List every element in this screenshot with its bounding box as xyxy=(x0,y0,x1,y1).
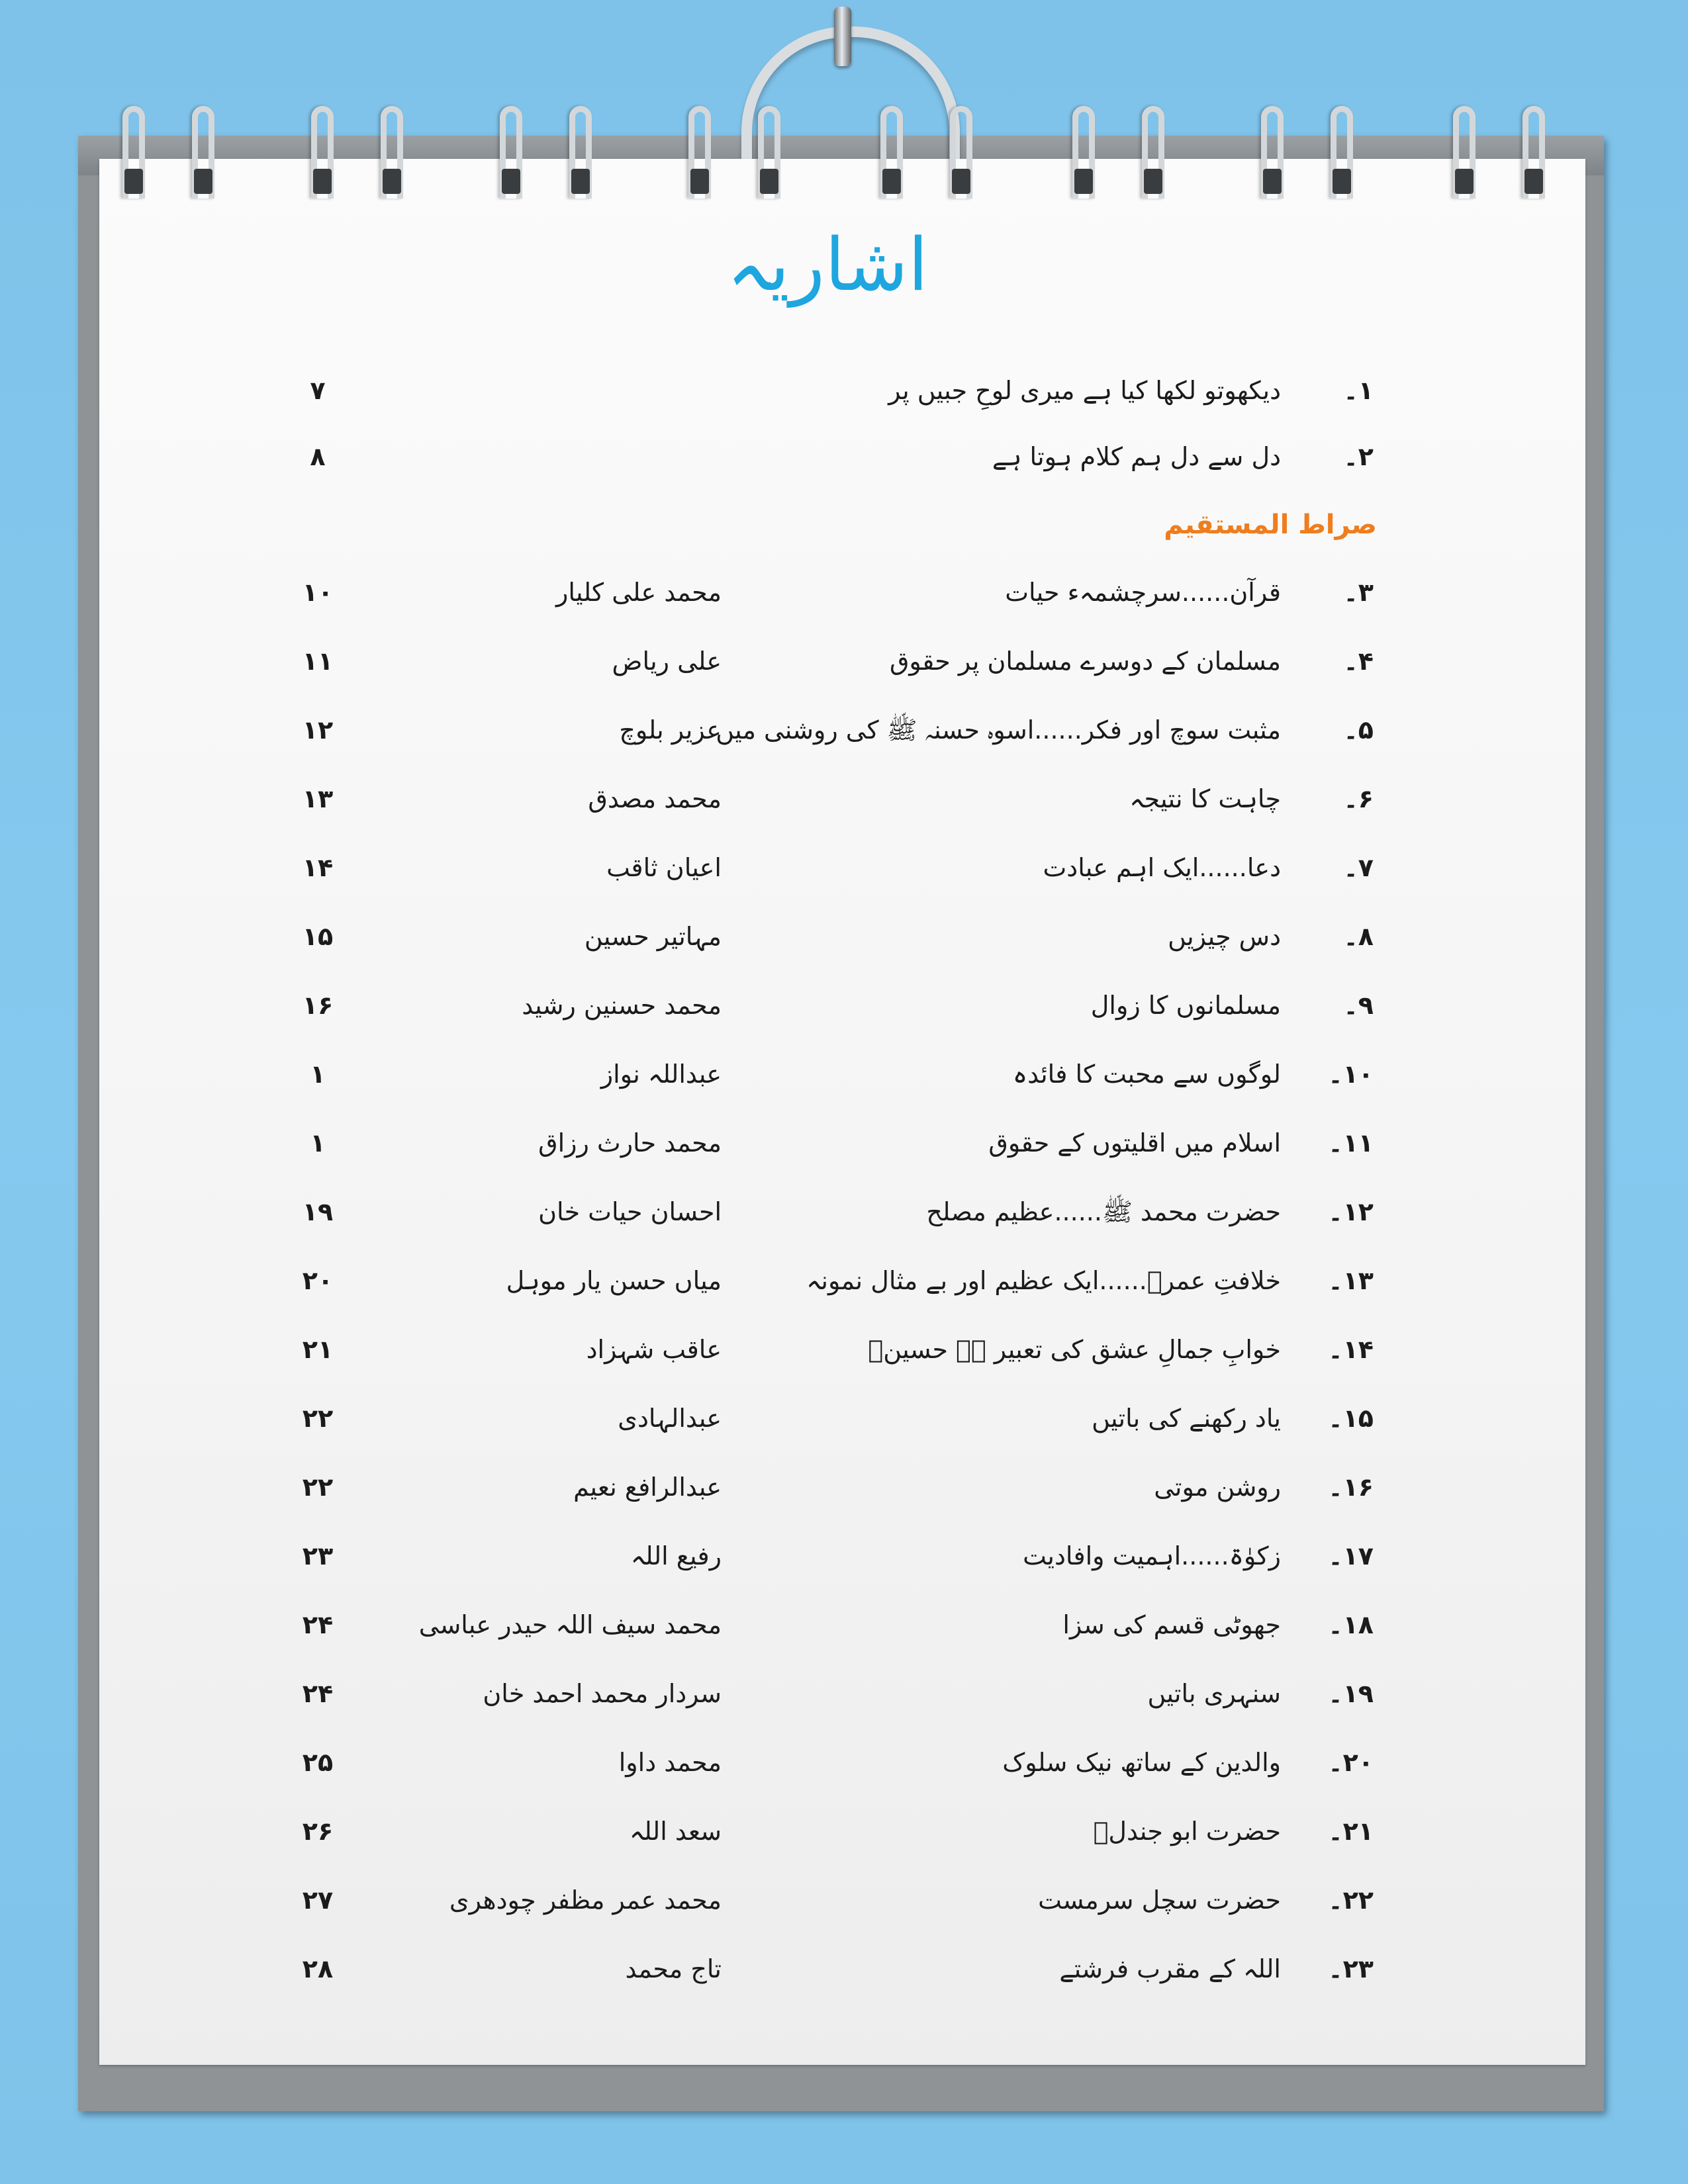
entry-number: ۸۔ xyxy=(1343,922,1374,951)
entry-page: ۲۴ xyxy=(302,1610,334,1639)
entry-author: اعیان ثاقب xyxy=(606,853,722,882)
entry-title: والدین کے ساتھ نیک سلوک xyxy=(1002,1748,1281,1777)
entry-author: محمد مصدق xyxy=(588,784,722,813)
entry-title: حضرت ابو جندلؓ xyxy=(1093,1817,1281,1846)
index-entry xyxy=(0,635,1688,688)
entry-page: ۱۹ xyxy=(302,1197,334,1226)
entry-number: ۱۔ xyxy=(1343,376,1374,405)
entry-page: ۲۲ xyxy=(302,1404,334,1433)
entry-title: اللہ کے مقرب فرشتے xyxy=(1059,1954,1281,1983)
entry-number: ۱۴۔ xyxy=(1328,1335,1374,1364)
entry-page: ۱۰ xyxy=(302,578,334,607)
binder-hole xyxy=(1455,169,1474,194)
entry-title: قرآن......سرچشمہء حیات xyxy=(1005,578,1281,607)
binder-hole xyxy=(1333,169,1351,194)
entry-author: محمد عمر مظفر چودھری xyxy=(449,1886,722,1915)
entry-title: حضرت محمد ﷺ......عظیم مصلح xyxy=(926,1197,1281,1226)
index-entry xyxy=(0,841,1688,894)
entry-title: حضرت سچل سرمست xyxy=(1038,1886,1281,1915)
index-entry xyxy=(0,1254,1688,1307)
entry-number: ۱۵۔ xyxy=(1328,1404,1374,1433)
index-entry xyxy=(0,1736,1688,1789)
entry-title: مسلمان کے دوسرے مسلمان پر حقوق xyxy=(889,647,1281,676)
entry-title: دل سے دل ہم کلام ہوتا ہے xyxy=(992,442,1281,471)
entry-title: چاہت کا نتیجہ xyxy=(1129,784,1281,813)
entry-page: ۲۱ xyxy=(302,1335,334,1364)
entry-page: ۲۲ xyxy=(302,1473,334,1502)
entry-number: ۱۸۔ xyxy=(1328,1610,1374,1639)
entry-page: ۲۴ xyxy=(302,1679,334,1708)
entry-number: ۲۰۔ xyxy=(1328,1748,1374,1777)
binder-hole xyxy=(1263,169,1282,194)
entry-page: ۱۲ xyxy=(302,715,334,745)
entry-author: محمد داوا xyxy=(618,1748,722,1777)
index-entry xyxy=(0,1323,1688,1376)
entry-number: ۲۳۔ xyxy=(1328,1954,1374,1983)
section-heading: صراط المستقیم xyxy=(1164,510,1377,540)
entry-author: تاج محمد xyxy=(625,1954,722,1983)
entry-title: زکوٰۃ......اہمیت وافادیت xyxy=(1023,1541,1281,1570)
entry-number: ۴۔ xyxy=(1343,647,1374,676)
entry-title: اسلام میں اقلیتوں کے حقوق xyxy=(988,1128,1281,1158)
binder-hole xyxy=(760,169,778,194)
entry-title: دعا......ایک اہم عبادت xyxy=(1043,853,1281,882)
entry-number: ۶۔ xyxy=(1343,784,1374,813)
entry-author: علی ریاض xyxy=(612,647,722,676)
entry-page: ۱ xyxy=(310,1060,326,1089)
entry-number: ۱۷۔ xyxy=(1328,1541,1374,1570)
index-entry xyxy=(0,1461,1688,1514)
entry-author: مہاتیر حسین xyxy=(584,922,722,951)
index-entry xyxy=(0,979,1688,1032)
entry-title: روشن موتی xyxy=(1154,1473,1281,1502)
index-entry xyxy=(0,1942,1688,1995)
entry-number: ۱۰۔ xyxy=(1328,1060,1374,1089)
binder-hole xyxy=(690,169,709,194)
entry-title: یاد رکھنے کی باتیں xyxy=(1092,1404,1281,1433)
entry-page: ۸ xyxy=(310,442,326,471)
entry-page: ۱۴ xyxy=(302,853,334,882)
index-entry xyxy=(0,1048,1688,1101)
entry-title: خلافتِ عمرؓ......ایک عظیم اور بے مثال نمونہ xyxy=(806,1266,1281,1295)
entry-title: دس چیزیں xyxy=(1168,922,1281,951)
entry-title: لوگوں سے محبت کا فائدہ xyxy=(1012,1060,1281,1089)
entry-title: سنہری باتیں xyxy=(1147,1679,1281,1708)
entry-number: ۷۔ xyxy=(1343,853,1374,882)
entry-number: ۵۔ xyxy=(1343,715,1374,745)
index-entry xyxy=(0,1529,1688,1582)
binder-hole xyxy=(502,169,520,194)
entry-page: ۲۸ xyxy=(302,1954,334,1983)
binder-hole xyxy=(1144,169,1162,194)
binder-hole xyxy=(1524,169,1543,194)
index-entry xyxy=(0,910,1688,963)
index-entry xyxy=(0,1392,1688,1445)
index-entry xyxy=(0,566,1688,619)
index-entry xyxy=(0,1116,1688,1169)
entry-author: عزیر بلوچ xyxy=(619,715,722,745)
entry-author: سعد اللہ xyxy=(629,1817,722,1846)
entry-author: سردار محمد احمد خان xyxy=(483,1679,722,1708)
entry-author: عاقب شہزاد xyxy=(586,1335,722,1364)
binder-hole xyxy=(383,169,401,194)
index-entry xyxy=(0,430,1688,483)
entry-page: ۱۱ xyxy=(302,647,334,676)
binder-hole xyxy=(1074,169,1093,194)
entry-page: ۲۳ xyxy=(302,1541,334,1570)
entry-number: ۱۹۔ xyxy=(1328,1679,1374,1708)
index-entry xyxy=(0,1805,1688,1858)
entry-page: ۱ xyxy=(310,1128,326,1158)
entry-title: دیکھوتو لکھا کیا ہے میری لوحِ جبیں پر xyxy=(888,376,1281,405)
index-entry xyxy=(0,704,1688,756)
entry-author: عبداللہ نواز xyxy=(600,1060,722,1089)
entry-number: ۱۳۔ xyxy=(1328,1266,1374,1295)
binder-hole xyxy=(882,169,901,194)
entry-number: ۲۔ xyxy=(1343,442,1374,471)
binder-hole xyxy=(313,169,332,194)
entry-title: خوابِ جمالِ عشق کی تعبیر ہے حسینؓ xyxy=(868,1335,1281,1364)
binder-hole xyxy=(571,169,590,194)
entry-page: ۲۰ xyxy=(302,1266,334,1295)
index-entry xyxy=(0,1185,1688,1238)
binder-hole xyxy=(194,169,212,194)
entry-page: ۲۶ xyxy=(302,1817,334,1846)
entry-page: ۲۵ xyxy=(302,1748,334,1777)
entry-page: ۱۵ xyxy=(302,922,334,951)
entry-author: محمد سیف اللہ حیدر عباسی xyxy=(418,1610,722,1639)
binder-hole xyxy=(952,169,970,194)
index-entry xyxy=(0,1667,1688,1720)
index-entry xyxy=(0,772,1688,825)
entry-page: ۱۶ xyxy=(302,991,334,1020)
entry-page: ۷ xyxy=(310,376,326,405)
entry-number: ۲۱۔ xyxy=(1328,1817,1374,1846)
entry-page: ۲۷ xyxy=(302,1886,334,1915)
entry-author: محمد حسنین رشید xyxy=(522,991,722,1020)
entry-author: میاں حسن یار موہل xyxy=(506,1266,722,1295)
entry-number: ۲۲۔ xyxy=(1328,1886,1374,1915)
entry-author: عبدالہادی xyxy=(618,1404,722,1433)
index-entry xyxy=(0,1598,1688,1651)
page-title: اشاریہ xyxy=(726,222,929,307)
entry-number: ۳۔ xyxy=(1343,578,1374,607)
entry-author: رفیع اللہ xyxy=(630,1541,722,1570)
binder-hole xyxy=(124,169,143,194)
entry-author: عبدالرافع نعیم xyxy=(573,1473,722,1502)
entry-title: مثبت سوچ اور فکر......اسوہ حسنہ ﷺ کی روشنی میں xyxy=(716,715,1281,745)
index-entry xyxy=(0,1874,1688,1927)
entry-author: محمد علی کلیار xyxy=(556,578,722,607)
entry-title: مسلمانوں کا زوال xyxy=(1090,991,1281,1020)
entry-number: ۹۔ xyxy=(1343,991,1374,1020)
index-entry xyxy=(0,364,1688,417)
hanger-pin xyxy=(834,7,851,66)
entry-number: ۱۱۔ xyxy=(1328,1128,1374,1158)
entry-title: جھوٹی قسم کی سزا xyxy=(1062,1610,1281,1639)
entry-author: محمد حارث رزاق xyxy=(538,1128,722,1158)
entry-number: ۱۲۔ xyxy=(1328,1197,1374,1226)
entry-author: احسان حیات خان xyxy=(538,1197,722,1226)
entry-number: ۱۶۔ xyxy=(1328,1473,1374,1502)
entry-page: ۱۳ xyxy=(302,784,334,813)
